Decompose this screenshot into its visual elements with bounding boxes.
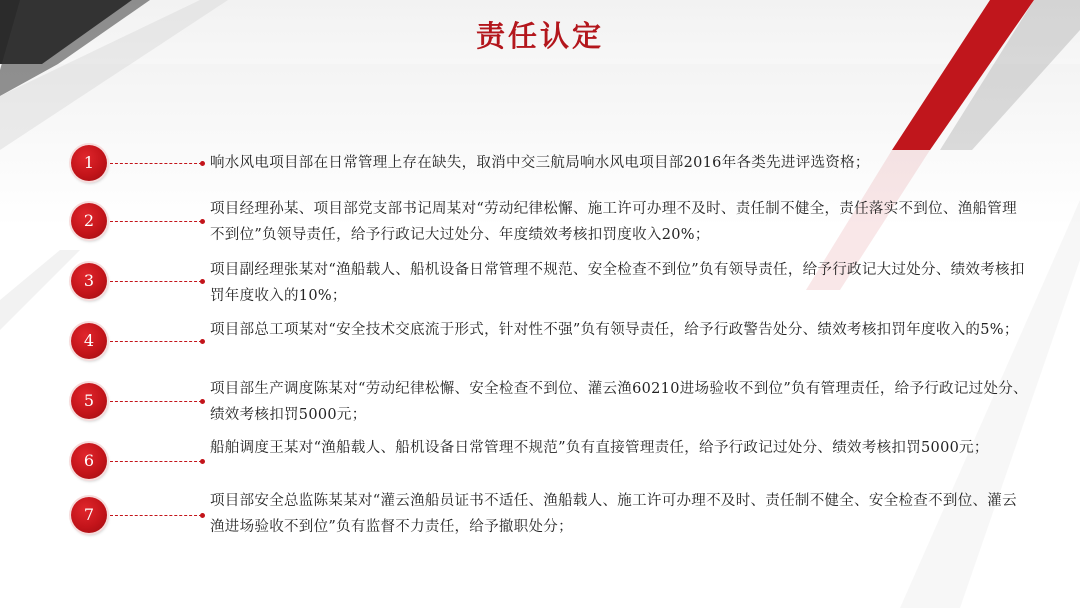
list-item-4: [0, 320, 1080, 364]
dashed-connector: [110, 401, 202, 402]
dashed-connector: [110, 281, 202, 282]
dashed-connector: [110, 341, 202, 342]
number-badge: 4: [71, 323, 107, 359]
item-text: 船舶调度王某对“渔船载人、船机设备日常管理不规范”负有直接管理责任，给予行政记过处分、绩效考核扣罚5000元；: [210, 440, 989, 456]
list-item-1: [0, 142, 1080, 186]
item-text: 项目副经理张某对“渔船载人、船机设备日常管理不规范、安全检查不到位”负有领导责任，给予行政记大过处分、绩效考核扣罚年度收入的10%；: [210, 262, 1025, 304]
dashed-connector: [110, 221, 202, 222]
list-item-2: [0, 200, 1080, 244]
item-text: 项目部安全总监陈某某对“灌云渔船员证书不适任、渔船载人、施工许可办理不及时、责任制不健全、安全检查不到位、灌云渔进场验收不到位”负有监督不力责任，给予撤职处分；: [210, 493, 1017, 535]
list-item-6: [0, 440, 1080, 484]
dashed-connector: [110, 163, 202, 164]
item-text: 项目经理孙某、项目部党支部书记周某对“劳动纪律松懈、施工许可办理不及时、责任制不健全，责任落实不到位、渔船管理不到位”负领导责任，给予行政记大过处分、年度绩效考核扣罚度收入20%；: [210, 201, 1017, 243]
page-title: 责任认定: [475, 19, 604, 53]
item-text: 项目部总工项某对“安全技术交底流于形式，针对性不强”负有领导责任，给予行政警告处分、绩效考核扣罚年度收入的5%；: [210, 322, 1019, 338]
item-text: 项目部生产调度陈某对“劳动纪律松懈、安全检查不到位、灌云渔60210进场验收不到位”负有管理责任，给予行政记过处分、绩效考核扣罚5000元；: [210, 381, 1028, 423]
number-badge: 1: [71, 145, 107, 181]
number-badge: 6: [71, 443, 107, 479]
number-badge: 5: [71, 383, 107, 419]
number-badge: 7: [71, 497, 107, 533]
list-item-7: [0, 494, 1080, 538]
dashed-connector: [110, 461, 202, 462]
list-item-3: [0, 260, 1080, 304]
number-badge: 2: [71, 203, 107, 239]
dashed-connector: [110, 515, 202, 516]
item-text: 响水风电项目部在日常管理上存在缺失，取消中交三航局响水风电项目部2016年各类先进评选资格；: [210, 155, 870, 171]
list-item-5: [0, 380, 1080, 424]
number-badge: 3: [71, 263, 107, 299]
